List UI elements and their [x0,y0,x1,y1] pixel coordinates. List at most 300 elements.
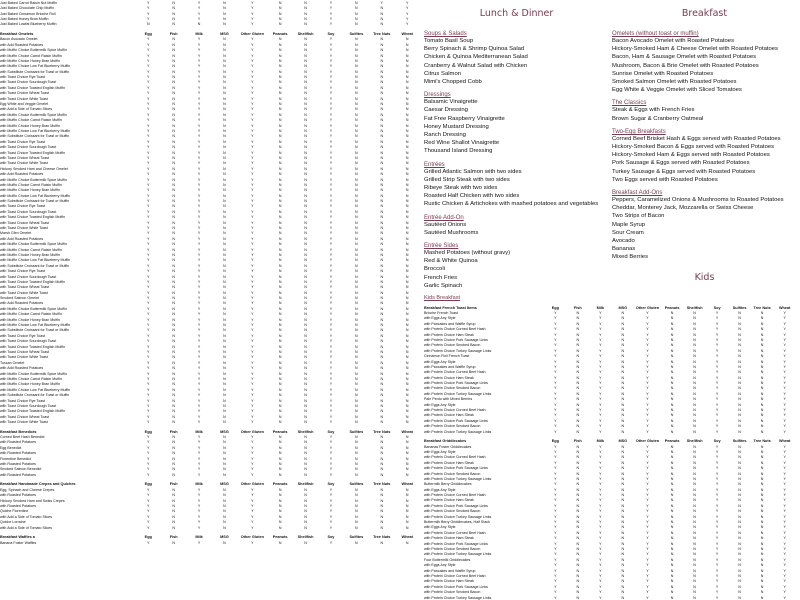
allergen-cell: N [304,123,307,128]
allergen-cell: N [172,102,175,107]
item-name: with Toast Choice Sourdough Toast [0,339,57,344]
allergen-cell: N [693,595,696,600]
allergen-cell: Y [147,53,150,58]
allergen-cell: N [693,321,696,326]
allergen-cell: Y [147,467,150,472]
allergen-cell: N [405,525,409,530]
allergen-cell: Y [715,337,719,342]
allergen-cell: N [278,333,282,338]
item-name: with Muffin Choice Carrot Raisin Muffin [0,312,62,317]
allergen-cell: Y [251,355,254,360]
allergen-cell: N [304,161,307,166]
allergen-cell: N [380,323,384,328]
menu-section-title: Dressings [424,92,451,99]
allergen-cell: Y [147,231,150,236]
allergen-cell: Y [783,563,786,568]
allergen-cell: N [278,274,282,279]
allergen-cell: N [576,321,580,326]
section-title: Breakfast Griddlecakes [424,439,467,444]
section-title: Breakfast Handmade Crepes and Quiches [0,482,76,487]
item-name: Just Baked Honey Bran Muffin [0,16,49,21]
section-header-row [0,27,420,37]
allergen-cell: N [670,466,674,471]
item-name: with Eggs Any Style [424,449,456,454]
allergen-cell: N [693,359,696,364]
menu-item: Two Eggs served with Roasted Potatoes [612,176,718,183]
item-name: with Toast Choice Sourdough Toast [0,145,57,150]
allergen-cell: N [197,22,201,27]
allergen-cell: N [355,193,358,198]
item-name: with Muffin Choice Honey Bran Muffin [0,317,60,322]
allergen-cell: N [278,540,282,545]
allergen-cell: N [738,391,741,396]
allergen-cell: N [278,204,282,209]
allergen-cell: N [223,387,226,392]
allergen-cell: N [278,514,282,519]
allergen-cell: N [670,595,674,600]
item-name: Just Baked Cinnamon Brioche Roll [0,11,56,16]
allergen-cell: N [405,188,409,193]
allergen-cell: N [738,408,741,413]
allergen-cell: N [670,359,674,364]
allergen-cell: Y [715,466,719,471]
allergen-cell: N [760,359,764,364]
allergen-cell: Y [251,42,254,47]
allergen-cell: N [304,107,307,112]
allergen-cell: N [304,247,307,252]
item-name: with Toast Choice Rye Toast [0,398,46,403]
allergen-cell: N [172,456,175,461]
allergen-cell: Y [147,382,150,387]
allergen-cell: N [172,75,175,80]
allergen-cell: N [670,391,674,396]
allergen-cell: N [172,231,175,236]
allergen-cell: Y [599,493,602,498]
allergen-cell: Y [783,375,786,380]
allergen-cell: N [304,118,307,123]
allergen-cell: Y [147,376,150,381]
allergen-cell: N [405,274,409,279]
allergen-cell: N [405,177,409,182]
section-header-row [0,530,420,540]
allergen-cell: N [738,449,741,454]
allergen-cell: N [405,269,409,274]
allergen-cell: Y [147,285,150,290]
menu-item: Hickory-Smoked Bacon & Eggs served with Roasted Potatoes [612,144,775,151]
allergen-cell: N [760,498,764,503]
allergen-cell: N [760,546,764,551]
item-name: Buttermilk Berry Griddlecakes, Half Stack [424,520,490,525]
allergen-cell: Y [554,424,557,429]
allergen-cell: N [576,482,580,487]
allergen-cell: N [621,525,625,530]
allergen-cell: Y [599,321,602,326]
allergen-cell: Y [251,215,254,220]
allergen-cell: N [670,460,674,465]
allergen-cell: Y [147,42,150,47]
allergen-cell: N [380,209,384,214]
allergen-cell: N [738,530,741,535]
section-header-row [424,301,796,311]
item-name: Buttermilk Berry Griddlecakes [424,482,472,487]
allergen-cell: N [576,386,580,391]
allergen-cell: N [355,215,358,220]
allergen-cell: Y [715,354,719,359]
menu-item: Pork Sausage & Eggs served with Roasted Potatoes [612,160,750,167]
allergen-cell: N [278,139,282,144]
allergen-cell: N [172,376,175,381]
allergen-cell: N [223,520,226,525]
allergen-cell: Y [646,552,649,557]
allergen-cell: Y [646,370,649,375]
allergen-cell: N [576,375,580,380]
allergen-cell: N [355,80,358,85]
allergen-cell: N [355,274,358,279]
allergen-cell: N [380,360,384,365]
allergen-cell: Y [329,112,333,117]
allergen-cell: N [738,370,741,375]
allergen-cell: Y [329,403,333,408]
allergen-cell: N [405,467,409,472]
allergen-cell: N [405,333,409,338]
allergen-cell: Y [329,85,333,90]
allergen-cell: Y [329,107,333,112]
menu-item: Bacon, Ham & Sausage Omelet with Roasted Potatoes [612,54,757,61]
allergen-cell: N [278,247,282,252]
column-header: MSG [220,429,229,434]
item-name: with Protein Choice Ham Steak [424,579,474,584]
allergen-cell: N [223,37,226,42]
allergen-cell: N [172,420,175,425]
allergen-cell: N [760,471,764,476]
menu-item: Red Wine Shallot Vinaigrette [424,140,500,147]
allergen-cell: Y [554,482,557,487]
allergen-cell: Y [329,312,333,317]
allergen-cell: Y [147,247,150,252]
allergen-cell: Y [554,590,557,595]
allergen-cell: N [405,37,409,42]
allergen-cell: Y [599,460,602,465]
allergen-cell: N [172,258,175,263]
allergen-cell: N [172,96,175,101]
allergen-cell: N [760,536,764,541]
allergen-cell: Y [646,530,649,535]
allergen-cell: N [172,414,175,419]
allergen-cell: N [670,552,674,557]
allergen-cell: N [172,296,175,301]
allergen-cell: N [576,525,580,530]
allergen-cell: Y [251,333,254,338]
allergen-cell: N [621,413,625,418]
allergen-cell: Y [599,546,602,551]
allergen-cell: N [172,252,175,257]
column-header: Shellfish [297,429,314,434]
allergen-cell: N [172,204,175,209]
allergen-cell: Y [251,252,254,257]
allergen-cell: Y [599,359,602,364]
allergen-cell: Y [329,409,333,414]
allergen-cell: N [405,451,409,456]
item-name: with Eggs Any Style [424,402,456,407]
item-name: with Toast Choice Toasted English Muffin [0,215,66,220]
allergen-cell: Y [147,398,150,403]
allergen-cell: N [738,536,741,541]
allergen-cell: Y [147,226,150,231]
item-name: with Protein Choice Pork Sausage Links [424,541,488,546]
allergen-cell: N [223,107,226,112]
item-name: Smoked Salmon Omelet [0,296,39,301]
allergen-cell: Y [329,398,333,403]
allergen-cell: Y [147,487,150,492]
allergen-cell: Y [329,306,333,311]
allergen-cell: Y [147,312,150,317]
allergen-cell: N [355,403,358,408]
allergen-cell: N [355,220,358,225]
allergen-cell: N [355,69,358,74]
allergen-cell: N [278,296,282,301]
allergen-cell: Y [329,451,333,456]
allergen-cell: Y [646,449,649,454]
allergen-cell: N [760,584,764,589]
allergen-cell: N [380,161,384,166]
allergen-cell: Y [251,150,254,155]
allergen-cell: Y [197,339,201,344]
allergen-cell: N [576,590,580,595]
allergen-cell: N [738,381,741,386]
allergen-cell: N [278,376,282,381]
allergen-cell: N [223,403,226,408]
allergen-cell: N [380,236,384,241]
allergen-cell: N [278,80,282,85]
allergen-cell: N [621,584,625,589]
allergen-cell: Y [783,455,786,460]
allergen-cell: N [223,64,226,69]
menu-section-title: Entrée Sides [424,243,459,250]
column-header: Fish [169,482,178,487]
allergen-cell: N [304,339,307,344]
allergen-cell: N [380,102,384,107]
item-name: with Muffin Choice Carrot Raisin Muffin [0,376,62,381]
allergen-cell: N [380,107,384,112]
allergen-cell: N [405,279,409,284]
allergen-cell: N [670,568,674,573]
allergen-cell: Y [147,317,150,322]
allergen-cell: N [738,343,741,348]
allergen-cell: Y [599,525,602,530]
allergen-cell: N [405,139,409,144]
allergen-cell: N [576,509,580,514]
allergen-cell: Y [251,134,254,139]
allergen-cell: N [278,403,282,408]
item-name: with Protein Choice Pork Sausage Links [424,418,488,423]
allergen-cell: Y [554,563,557,568]
allergen-cell: Y [599,552,602,557]
allergen-cell: N [670,557,674,562]
allergen-cell: Y [197,204,201,209]
column-header: Tree Nuts [373,482,391,487]
allergen-cell: Y [147,456,150,461]
allergen-cell: Y [197,333,201,338]
item-name: with Roasted Potatoes [0,451,36,456]
allergen-cell: Y [783,471,786,476]
allergen-cell: N [576,563,580,568]
allergen-cell: Y [715,348,719,353]
allergen-cell: Y [147,393,150,398]
allergen-cell: Y [783,509,786,514]
allergen-cell: N [670,310,674,315]
column-header: Other Gluten [240,429,264,434]
allergen-cell: N [304,102,307,107]
allergen-cell: Y [646,397,649,402]
allergen-cell: Y [715,541,719,546]
allergen-cell: N [693,386,696,391]
allergen-cell: N [380,139,384,144]
allergen-cell: Y [197,350,201,354]
allergen-cell: N [576,449,580,454]
allergen-cell: Y [599,503,602,508]
allergen-cell: N [355,472,358,477]
allergen-cell: Y [197,435,201,440]
allergen-cell: Y [406,6,409,11]
allergen-cell: N [380,344,384,349]
allergen-cell: Y [329,53,333,58]
allergen-cell: N [405,42,409,47]
allergen-cell: Y [329,525,333,530]
allergen-cell: N [405,440,409,445]
allergen-cell: N [380,328,384,333]
allergen-cell: N [380,231,384,236]
allergen-cell: Y [197,69,201,74]
allergen-cell: N [576,418,580,423]
allergen-cell: Y [197,301,201,306]
allergen-cell: Y [715,408,719,413]
allergen-cell: Y [329,520,333,525]
item-name: Quiche Lorraine [0,520,26,525]
column-header: Tree Nuts [753,439,771,444]
allergen-cell: Y [646,541,649,546]
allergen-cell: N [223,209,226,214]
allergen-cell: N [738,520,741,525]
allergen-cell: N [304,290,307,295]
item-name: with Toast Choice Sourdough Toast [0,403,57,408]
allergen-cell: N [380,155,384,160]
allergen-cell: N [172,333,175,338]
allergen-cell: Y [147,236,150,241]
allergen-cell: N [172,236,175,241]
allergen-cell: N [223,301,226,306]
allergen-cell: N [738,541,741,546]
allergen-cell: Y [715,557,719,562]
allergen-cell: N [278,440,282,445]
allergen-cell: N [278,199,282,204]
allergen-cell: N [304,355,307,360]
allergen-cell: N [405,387,409,392]
allergen-cell: Y [251,445,254,450]
allergen-cell: N [693,391,696,396]
allergen-cell: N [223,102,226,107]
allergen-cell: N [304,312,307,317]
allergen-cell: N [621,541,625,546]
allergen-cell: Y [197,498,201,503]
column-header: Wheat [401,31,413,36]
allergen-cell: N [355,177,358,182]
allergen-cell: Y [715,520,719,525]
allergen-cell: N [172,344,175,349]
allergen-cell: Y [251,16,254,21]
allergen-cell: N [621,310,625,315]
allergen-cell: N [621,552,625,557]
allergen-cell: N [223,16,226,21]
allergen-cell: N [693,509,696,514]
allergen-cell: N [693,514,696,519]
allergen-cell: N [278,520,282,525]
allergen-cell: Y [251,540,254,545]
allergen-cell: N [304,462,307,467]
allergen-cell: N [621,316,625,321]
allergen-cell: Y [646,316,649,321]
item-name: with Pancakes and Waffle Syrup [424,568,476,573]
item-name: with Pancakes and Waffle Syrup [424,321,476,326]
allergen-cell: N [760,595,764,600]
item-name: with Roasted Potatoes [0,503,36,508]
allergen-cell: Y [646,444,649,449]
allergen-cell: Y [783,327,786,332]
allergen-cell: N [621,509,625,514]
allergen-cell: N [738,503,741,508]
allergen-cell: N [304,393,307,398]
allergen-cell: Y [197,306,201,311]
allergen-cell: N [278,472,282,477]
allergen-cell: N [278,445,282,450]
allergen-cell: N [304,333,307,338]
allergen-cell: Y [599,429,602,434]
allergen-cell: N [223,409,226,414]
menu-item: Ribeye Steak with two sides [424,185,498,192]
allergen-cell: N [278,193,282,198]
item-name: with Muffin Choice Carrot Raisin Muffin [0,247,62,252]
allergen-cell: Y [251,64,254,69]
allergen-cell: Y [329,323,333,328]
allergen-cell: Y [329,328,333,333]
allergen-cell: N [172,285,175,290]
allergen-cell: Y [251,328,254,333]
allergen-cell: N [760,579,764,584]
table-row [0,540,420,545]
allergen-cell: N [172,435,175,440]
allergen-cell: Y [251,37,254,42]
allergen-cell: N [670,493,674,498]
allergen-cell: N [172,91,175,96]
menu-item: Mashed Potatoes (without gravy) [424,250,511,257]
item-name: with Roasted Potatoes [0,493,36,498]
allergen-cell: N [278,269,282,274]
allergen-cell: N [278,6,282,11]
allergen-cell: Y [147,134,150,139]
allergen-cell: N [380,514,384,519]
allergen-cell: N [621,546,625,551]
allergen-cell: N [670,514,674,519]
allergen-cell: N [304,382,307,387]
allergen-cell: N [304,317,307,322]
allergen-cell: Y [329,509,333,514]
item-name: with Substitute Croissant for Toast or Muffin [0,134,70,139]
allergen-cell: Y [147,509,150,514]
allergen-cell: N [304,274,307,279]
allergen-cell: N [172,85,175,90]
allergen-cell: N [223,80,226,85]
allergen-cell: N [405,215,409,220]
item-name: with Protein Choice Corned Beef Hash [424,455,486,460]
